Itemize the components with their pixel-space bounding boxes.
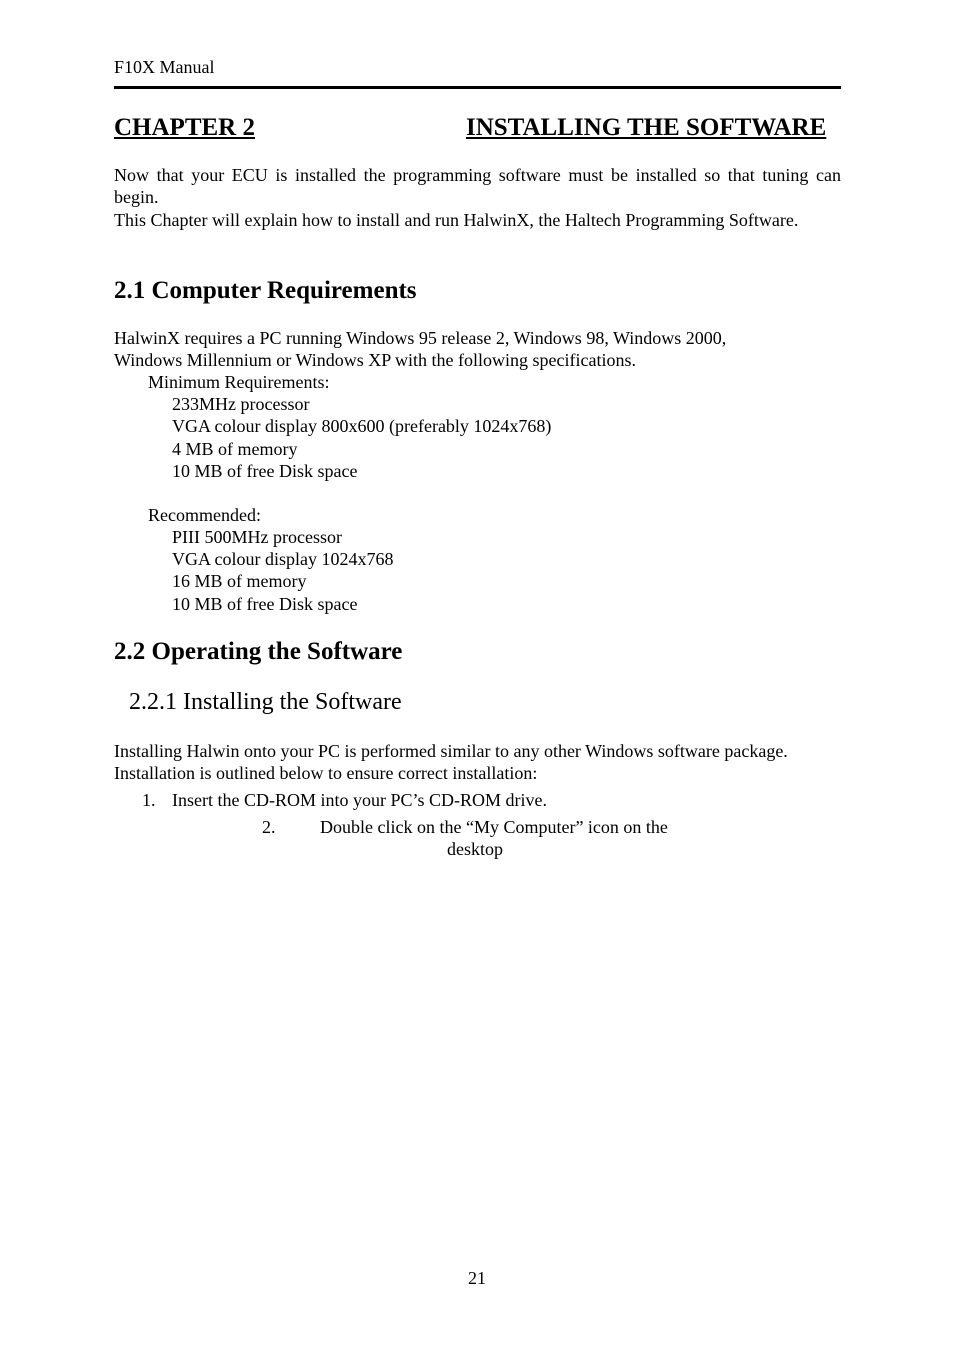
minimum-requirements-label: Minimum Requirements: — [148, 372, 330, 392]
section-heading-operating-software: 2.2 Operating the Software — [114, 638, 403, 665]
chapter-title: INSTALLING THE SOFTWARE — [466, 114, 827, 141]
step-text: Insert the CD-ROM into your PC’s CD-ROM drive. — [172, 790, 547, 810]
step-number: 2. — [262, 817, 276, 837]
step-text: Double click on the “My Computer” icon on the — [320, 817, 668, 837]
install-intro-line-2: Installation is outlined below to ensure correct installation: — [114, 763, 538, 783]
recommended-label: Recommended: — [148, 505, 261, 525]
chapter-number: CHAPTER 2 — [114, 114, 255, 141]
recommended-item: PIII 500MHz processor — [172, 527, 342, 547]
intro-paragraph-1: Now that your ECU is installed the programming software must be installed so that tuning can begin. — [114, 165, 841, 207]
requirements-intro-line-2: Windows Millennium or Windows XP with the following specifications. — [114, 350, 637, 370]
recommended-item: 16 MB of memory — [172, 571, 307, 591]
recommended-item: VGA colour display 1024x768 — [172, 549, 394, 569]
install-intro-line-1: Installing Halwin onto your PC is performed similar to any other Windows software package. — [114, 741, 788, 761]
minimum-item: 4 MB of memory — [172, 439, 298, 459]
running-header: F10X Manual — [114, 57, 215, 77]
section-heading-computer-requirements: 2.1 Computer Requirements — [114, 277, 417, 304]
minimum-item: 233MHz processor — [172, 394, 310, 414]
recommended-item: 10 MB of free Disk space — [172, 594, 358, 614]
requirements-intro-line-1: HalwinX requires a PC running Windows 95 release 2, Windows 98, Windows 2000, — [114, 328, 727, 348]
page-number: 21 — [468, 1268, 486, 1288]
step-number: 1. — [142, 790, 156, 810]
header-rule — [114, 86, 841, 89]
minimum-item: 10 MB of free Disk space — [172, 461, 358, 481]
step-text-continuation: desktop — [447, 839, 503, 859]
subsection-heading-installing: 2.2.1 Installing the Software — [129, 689, 402, 715]
intro-paragraph-2: This Chapter will explain how to install and run HalwinX, the Haltech Programming Software. — [114, 210, 799, 230]
minimum-item: VGA colour display 800x600 (preferably 1024x768) — [172, 416, 552, 436]
